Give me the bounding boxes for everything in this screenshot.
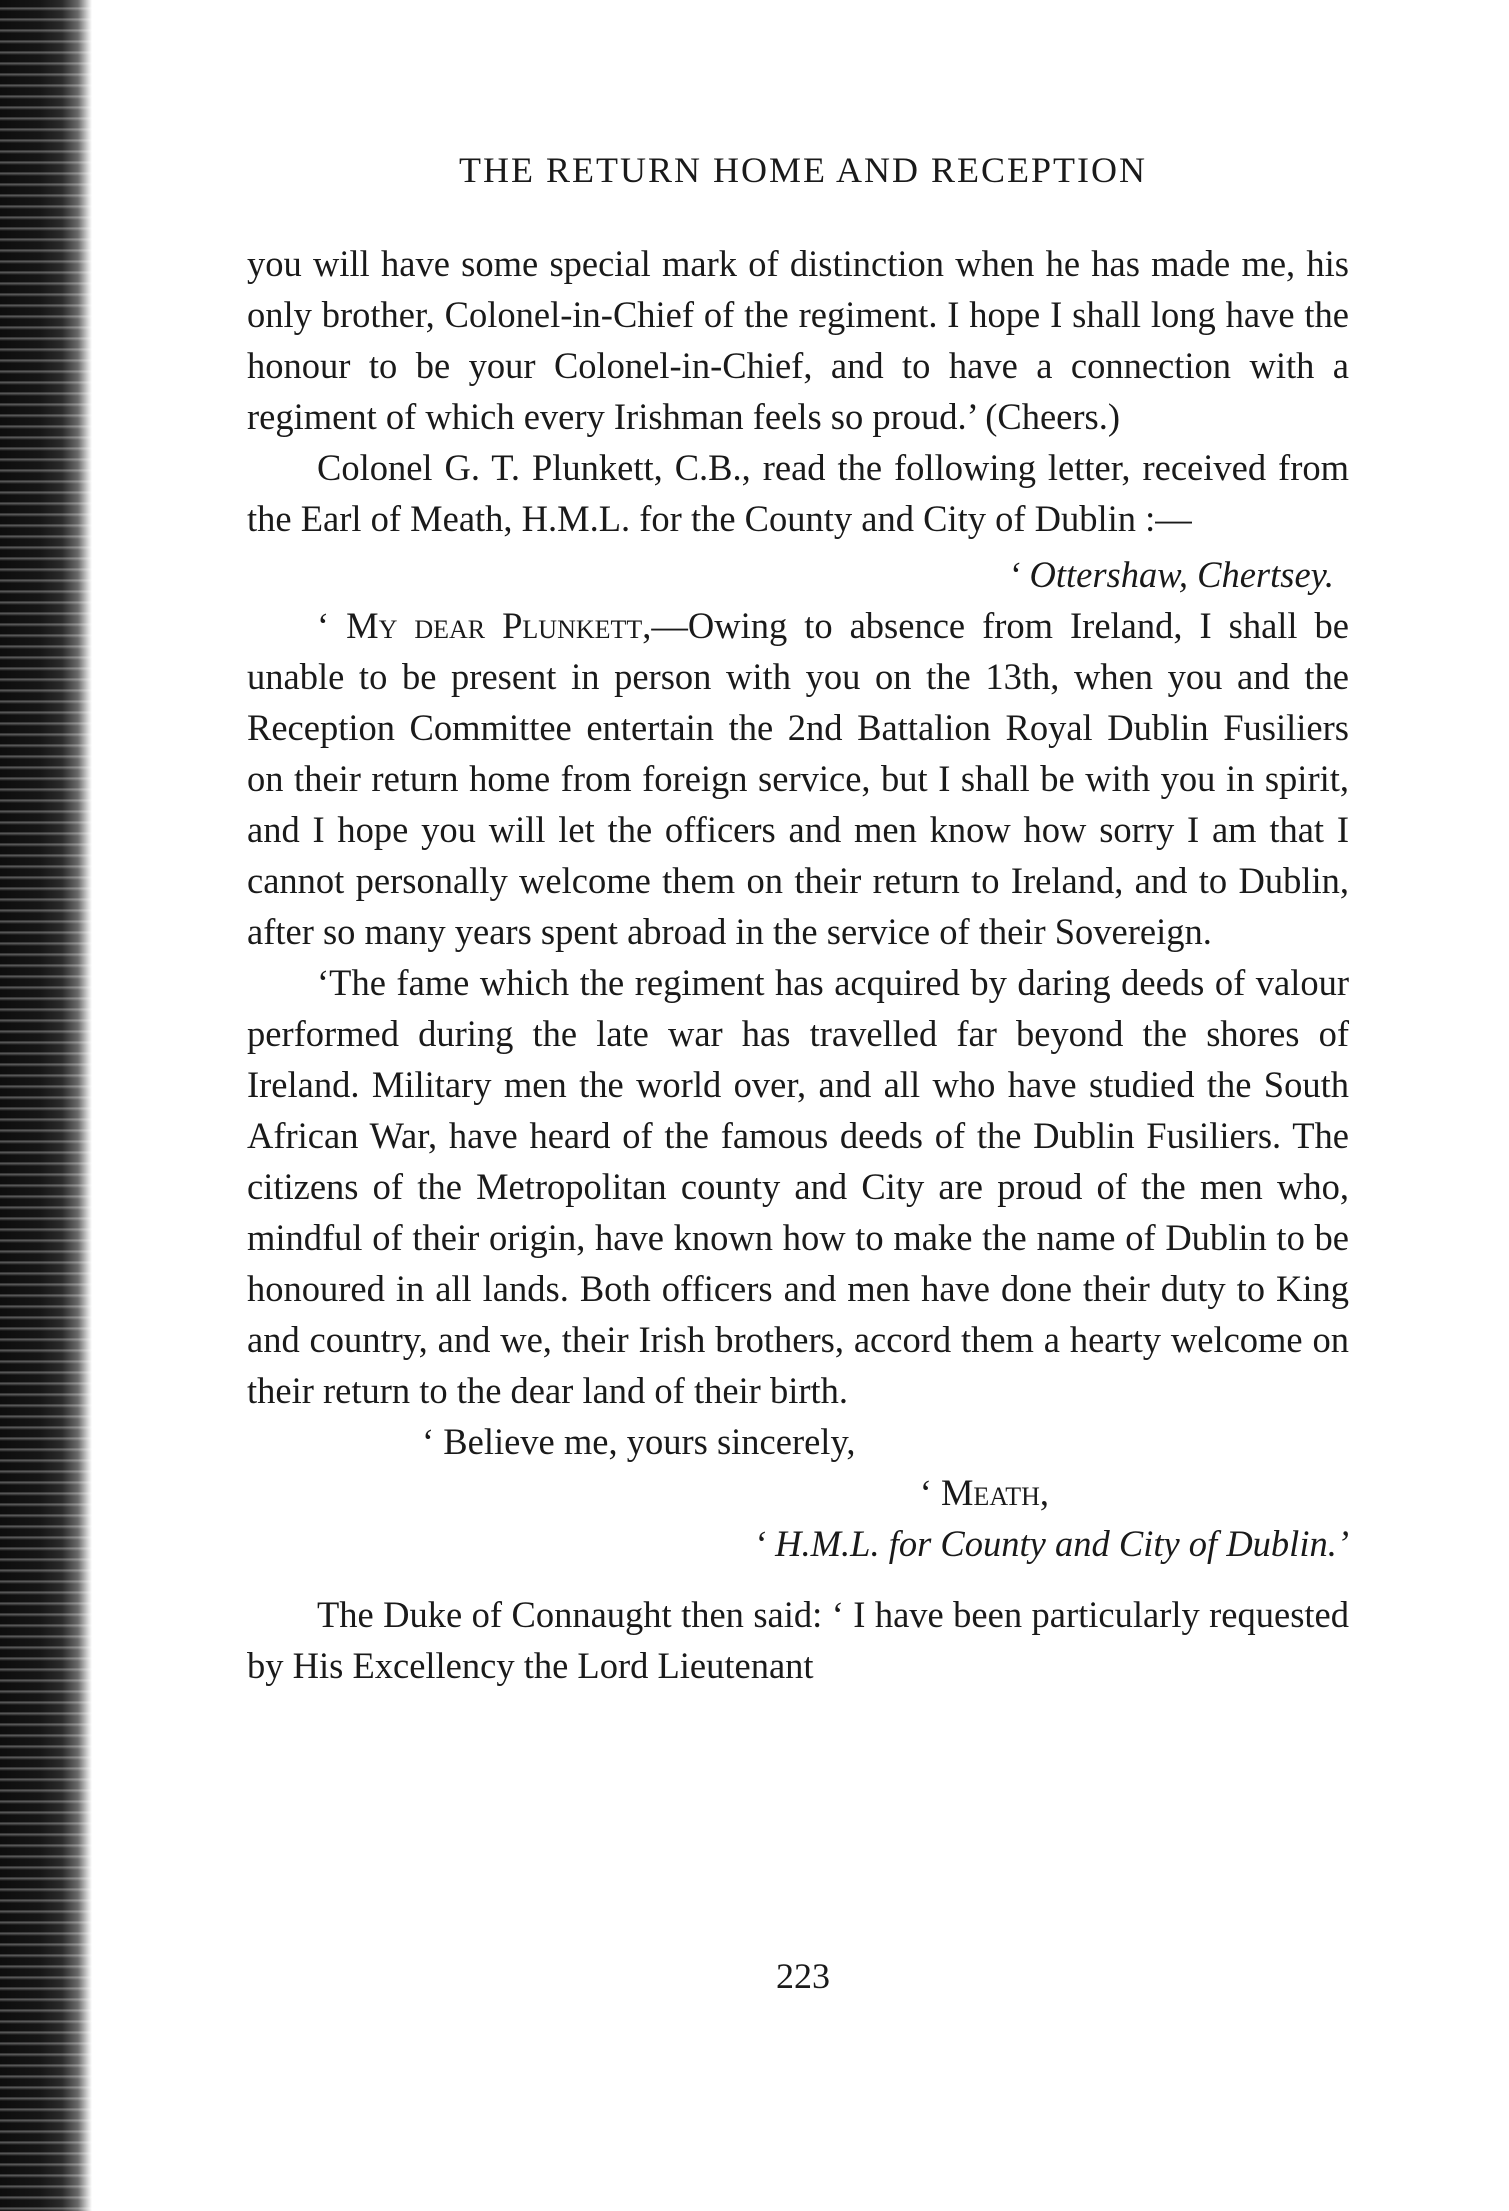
section-gap: [247, 1569, 1349, 1589]
letter-opening-text: —Owing to absence from Ireland, I shall be unable to be present in person with you on the 13th, when you and the Reception Committee entertain the 2nd Battalion Royal Dublin Fusiliers on their return home from foreign service, but I shall be with you in spirit, and I hope you will let the officers and men know how sorry I am that I cannot personally welcome them on their return to Ireland, and to Dublin, after so many years spent abroad in the service of their Sovereign.: [247, 605, 1349, 952]
paragraph-letter-opening: [247, 600, 1349, 957]
letter-dateline: ‘ Ottershaw, Chertsey.: [1008, 554, 1334, 595]
letter-salutation: ‘ My dear Plunkett,: [317, 605, 652, 646]
letter-signature-title: ‘ H.M.L. for County and City of Dublin.’: [753, 1523, 1349, 1564]
running-head: THE RETURN HOME AND RECEPTION: [459, 150, 1147, 190]
paragraph-continuation: you will have some special mark of distinction when he has made me, his only brother, Colonel-in-Chief of the regiment. I hope I shall long have the honour to be your Colonel-in-Chief, and to have a connection with a regiment of which every Irishman feels so proud.’ (Cheers.): [247, 243, 1349, 437]
page-number: 223: [776, 1956, 830, 1996]
letter-closing: ‘ Believe me, yours sincerely,: [422, 1421, 856, 1462]
letter-signature-name: ‘ Meath,: [919, 1472, 1049, 1513]
paragraph-letter-body: ‘The fame which the regiment has acquired by daring deeds of valour performed during the late war has travelled far beyond the shores of Ireland. Military men the world over, and all who have studied the South African War, have heard of the famous deeds of the Dublin Fusiliers. The citizens of the Metropolitan county and City are proud of the men who, mindful of their origin, have known how to make the name of Dublin to be honoured in all lands. Both officers and men have done their duty to King and country, and we, their Irish brothers, accord them a hearty welcome on their return to the dear land of their birth.: [247, 962, 1349, 1411]
paragraph-duke-speech: The Duke of Connaught then said: ‘ I have been particularly requested by His Excellency the Lord Lieutenant: [247, 1594, 1349, 1686]
paragraph-letter-intro: Colonel G. T. Plunkett, C.B., read the following letter, received from the Earl of Meath, H.M.L. for the County and City of Dublin :—: [247, 447, 1349, 539]
page-body: [247, 238, 1349, 1691]
